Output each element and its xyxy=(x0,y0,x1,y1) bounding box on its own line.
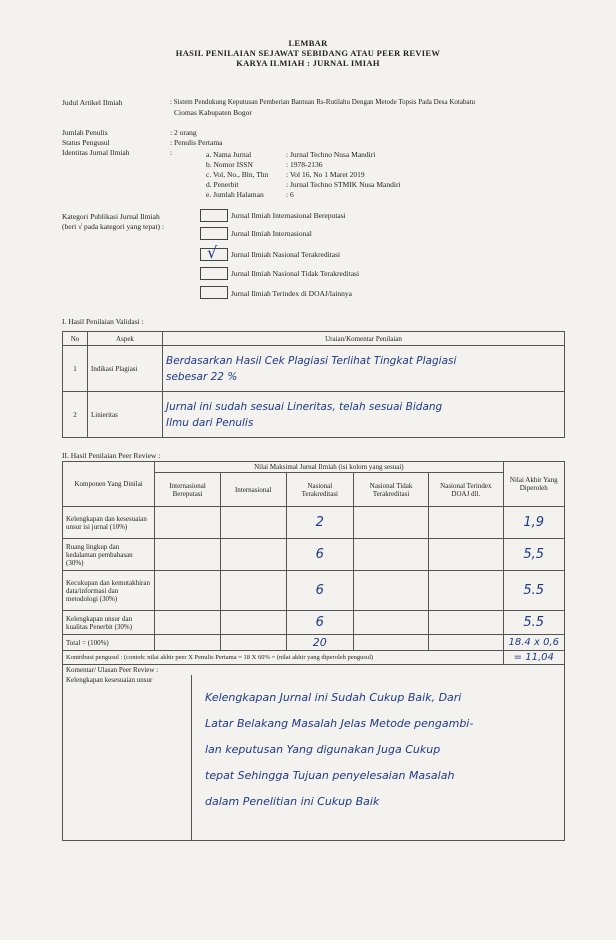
nasional-value: 6 xyxy=(286,571,354,611)
nasional-value: 6 xyxy=(286,611,354,635)
checkbox-nasional-tidak-terakreditasi[interactable] xyxy=(200,267,228,280)
table-row xyxy=(63,571,565,611)
table-row xyxy=(63,611,565,635)
akhir-value: 5.5 xyxy=(503,571,564,611)
akhir-value: 5,5 xyxy=(503,539,564,571)
field-issn-value: : 1978-2136 xyxy=(286,160,323,169)
table-row xyxy=(63,539,565,571)
komponen-cell: Kelengkapan dan kesesuaian unsur isi jurnal (10%) xyxy=(63,507,155,539)
checkmark-icon: √ xyxy=(207,243,218,262)
col-komponen: Komponen Yang Dinilai xyxy=(63,462,155,507)
jumlah-label: Jumlah Penulis xyxy=(62,128,108,137)
status-label: Status Pengusul xyxy=(62,138,110,147)
judul-value-1: : Sistem Pendukung Keputusan Pemberian Bantuan Rs-Rutilahu Dengan Metode Topsis Pada Desa Kotabatu xyxy=(170,98,476,106)
field-issn-label: b. Nomor ISSN xyxy=(206,160,253,169)
kategori-label-2: (beri √ pada kategori yang tepat) : xyxy=(62,222,164,231)
akhir-value: 1,9 xyxy=(503,507,564,539)
header-line3: KARYA ILMIAH : JURNAL IMIAH xyxy=(236,58,380,68)
col-nasional-tidak-terakreditasi: Nasional Tidak Terakreditasi xyxy=(354,473,429,507)
col-no: No xyxy=(63,332,88,346)
option-label-internasional-bereputasi: Jurnal Ilmiah Internasional Bereputasi xyxy=(231,211,346,220)
total-row xyxy=(63,635,565,651)
validasi-table xyxy=(62,331,565,438)
nasional-value: 2 xyxy=(286,507,354,539)
field-vol-value: : Vol 16, No 1 Maret 2019 xyxy=(286,170,365,179)
field-nama-label: a. Nama Jurnal xyxy=(206,150,252,159)
jumlah-value: : 2 orang xyxy=(170,128,197,137)
komentar-box xyxy=(63,675,565,840)
identitas-label: Identitas Jurnal Ilmiah xyxy=(62,148,130,157)
total-akhir: 18.4 x 0,6 xyxy=(503,635,564,651)
field-vol-label: c. Vol, No., Bln, Thn xyxy=(206,170,269,179)
field-halaman-value: : 6 xyxy=(286,190,294,199)
komentar-label: Komentar/ Ulasan Peer Review : xyxy=(63,665,565,676)
judul-label: Judul Artikel Ilmiah xyxy=(62,98,123,107)
kontribusi-value: = 11,04 xyxy=(503,651,564,665)
akhir-value: 5.5 xyxy=(503,611,564,635)
identitas-colon: : xyxy=(170,148,173,157)
komponen-cell: Kelengkapan unsur dan kualitas Penerbit (30%) xyxy=(63,611,155,635)
validasi-heading: I. Hasil Penilaian Validasi : xyxy=(62,317,144,326)
kontribusi-label: Kontribusi pengusul : (contoh: nilai akhir peer X Penulis Pertama = 18 X 60% = (nilai akhir yang diperoleh pengusul) xyxy=(63,651,504,665)
row-no: 1 xyxy=(63,346,88,392)
field-penerbit-value: : Jurnal Techno STMIK Nusa Mandiri xyxy=(286,180,401,189)
peer-table xyxy=(62,461,565,841)
col-nilai-max: Nilai Maksimal Jurnal Ilmiah (isi kolom yang sesuai) xyxy=(155,462,503,473)
row-comment: Jurnal ini sudah sesuai Lineritas, telah sesuai Bidang Ilmu dari Penulis xyxy=(163,392,565,438)
option-label-nasional-terakreditasi: Jurnal Ilmiah Nasional Terakreditasi xyxy=(231,250,341,259)
komentar-handwriting: Kelengkapan Jurnal ini Sudah Cukup Baik, Dari Latar Belakang Masalah Jelas Metode pengambi- lan keputusan Yang digunakan Juga Cukup tepat Sehingga Tujuan penyelesaian Masalah dalam Penelitian ini Cukup Baik xyxy=(205,691,474,808)
col-internasional-bereputasi: Internasional Bereputasi xyxy=(155,473,221,507)
row-no: 2 xyxy=(63,392,88,438)
col-uraian: Uraian/Komentar Penilaian xyxy=(163,332,565,346)
col-nilai-akhir: Nilai Akhir Yang Diperoleh xyxy=(503,462,564,507)
table-row xyxy=(63,507,565,539)
option-label-nasional-tidak-terakreditasi: Jurnal Ilmiah Nasional Tidak Terakreditasi xyxy=(231,269,360,278)
status-value: : Penulis Pertama xyxy=(170,138,223,147)
kategori-label-1: Kategori Publikasi Jurnal Ilmiah xyxy=(62,212,160,221)
header-line1: LEMBAR xyxy=(288,38,328,48)
row-comment: Berdasarkan Hasil Cek Plagiasi Terlihat Tingkat Plagiasi sebesar 22 % xyxy=(163,346,565,392)
col-nasional-terakreditasi: Nasional Terakreditasi xyxy=(286,473,354,507)
field-halaman-label: e. Jumlah Halaman xyxy=(206,190,264,199)
col-aspek: Aspek xyxy=(88,332,163,346)
col-doaj: Nasional Terindex DOAJ dll. xyxy=(429,473,503,507)
field-nama-value: : Jurnal Techno Nusa Mandiri xyxy=(286,150,376,159)
total-label: Total = (100%) xyxy=(63,635,155,651)
col-internasional: Internasional xyxy=(220,473,286,507)
komponen-cell: Ruang lingkup dan kedalaman pembahasan (30%) xyxy=(63,539,155,571)
table-row xyxy=(63,346,565,392)
table-row xyxy=(63,392,565,438)
row-aspek: Linieritas xyxy=(88,392,163,438)
checkbox-doaj[interactable] xyxy=(200,286,228,299)
header-line2: HASIL PENILAIAN SEJAWAT SEBIDANG ATAU PEER REVIEW xyxy=(175,48,441,58)
checkbox-internasional[interactable] xyxy=(200,227,228,240)
komentar-sub: Kelengkapan kesesuaian unsur xyxy=(66,676,153,684)
kontribusi-row xyxy=(63,651,565,665)
option-label-doaj: Jurnal Ilmiah Terindex di DOAJ/lainnya xyxy=(231,289,352,298)
checkbox-internasional-bereputasi[interactable] xyxy=(200,209,228,222)
nasional-value: 6 xyxy=(286,539,354,571)
row-aspek: Indikasi Plagiasi xyxy=(88,346,163,392)
option-label-internasional: Jurnal Ilmiah Internasional xyxy=(231,229,312,238)
checkbox-nasional-terakreditasi[interactable] xyxy=(200,243,228,262)
peer-heading: II. Hasil Penilaian Peer Review : xyxy=(62,451,161,460)
judul-value-2: Ciomas Kabupaten Bogor xyxy=(174,108,252,117)
komponen-cell: Kecukupan dan kemutakhiran data/informasi dan metodologi (30%) xyxy=(63,571,155,611)
total-nasional: 20 xyxy=(286,635,354,651)
field-penerbit-label: d. Penerbit xyxy=(206,180,239,189)
